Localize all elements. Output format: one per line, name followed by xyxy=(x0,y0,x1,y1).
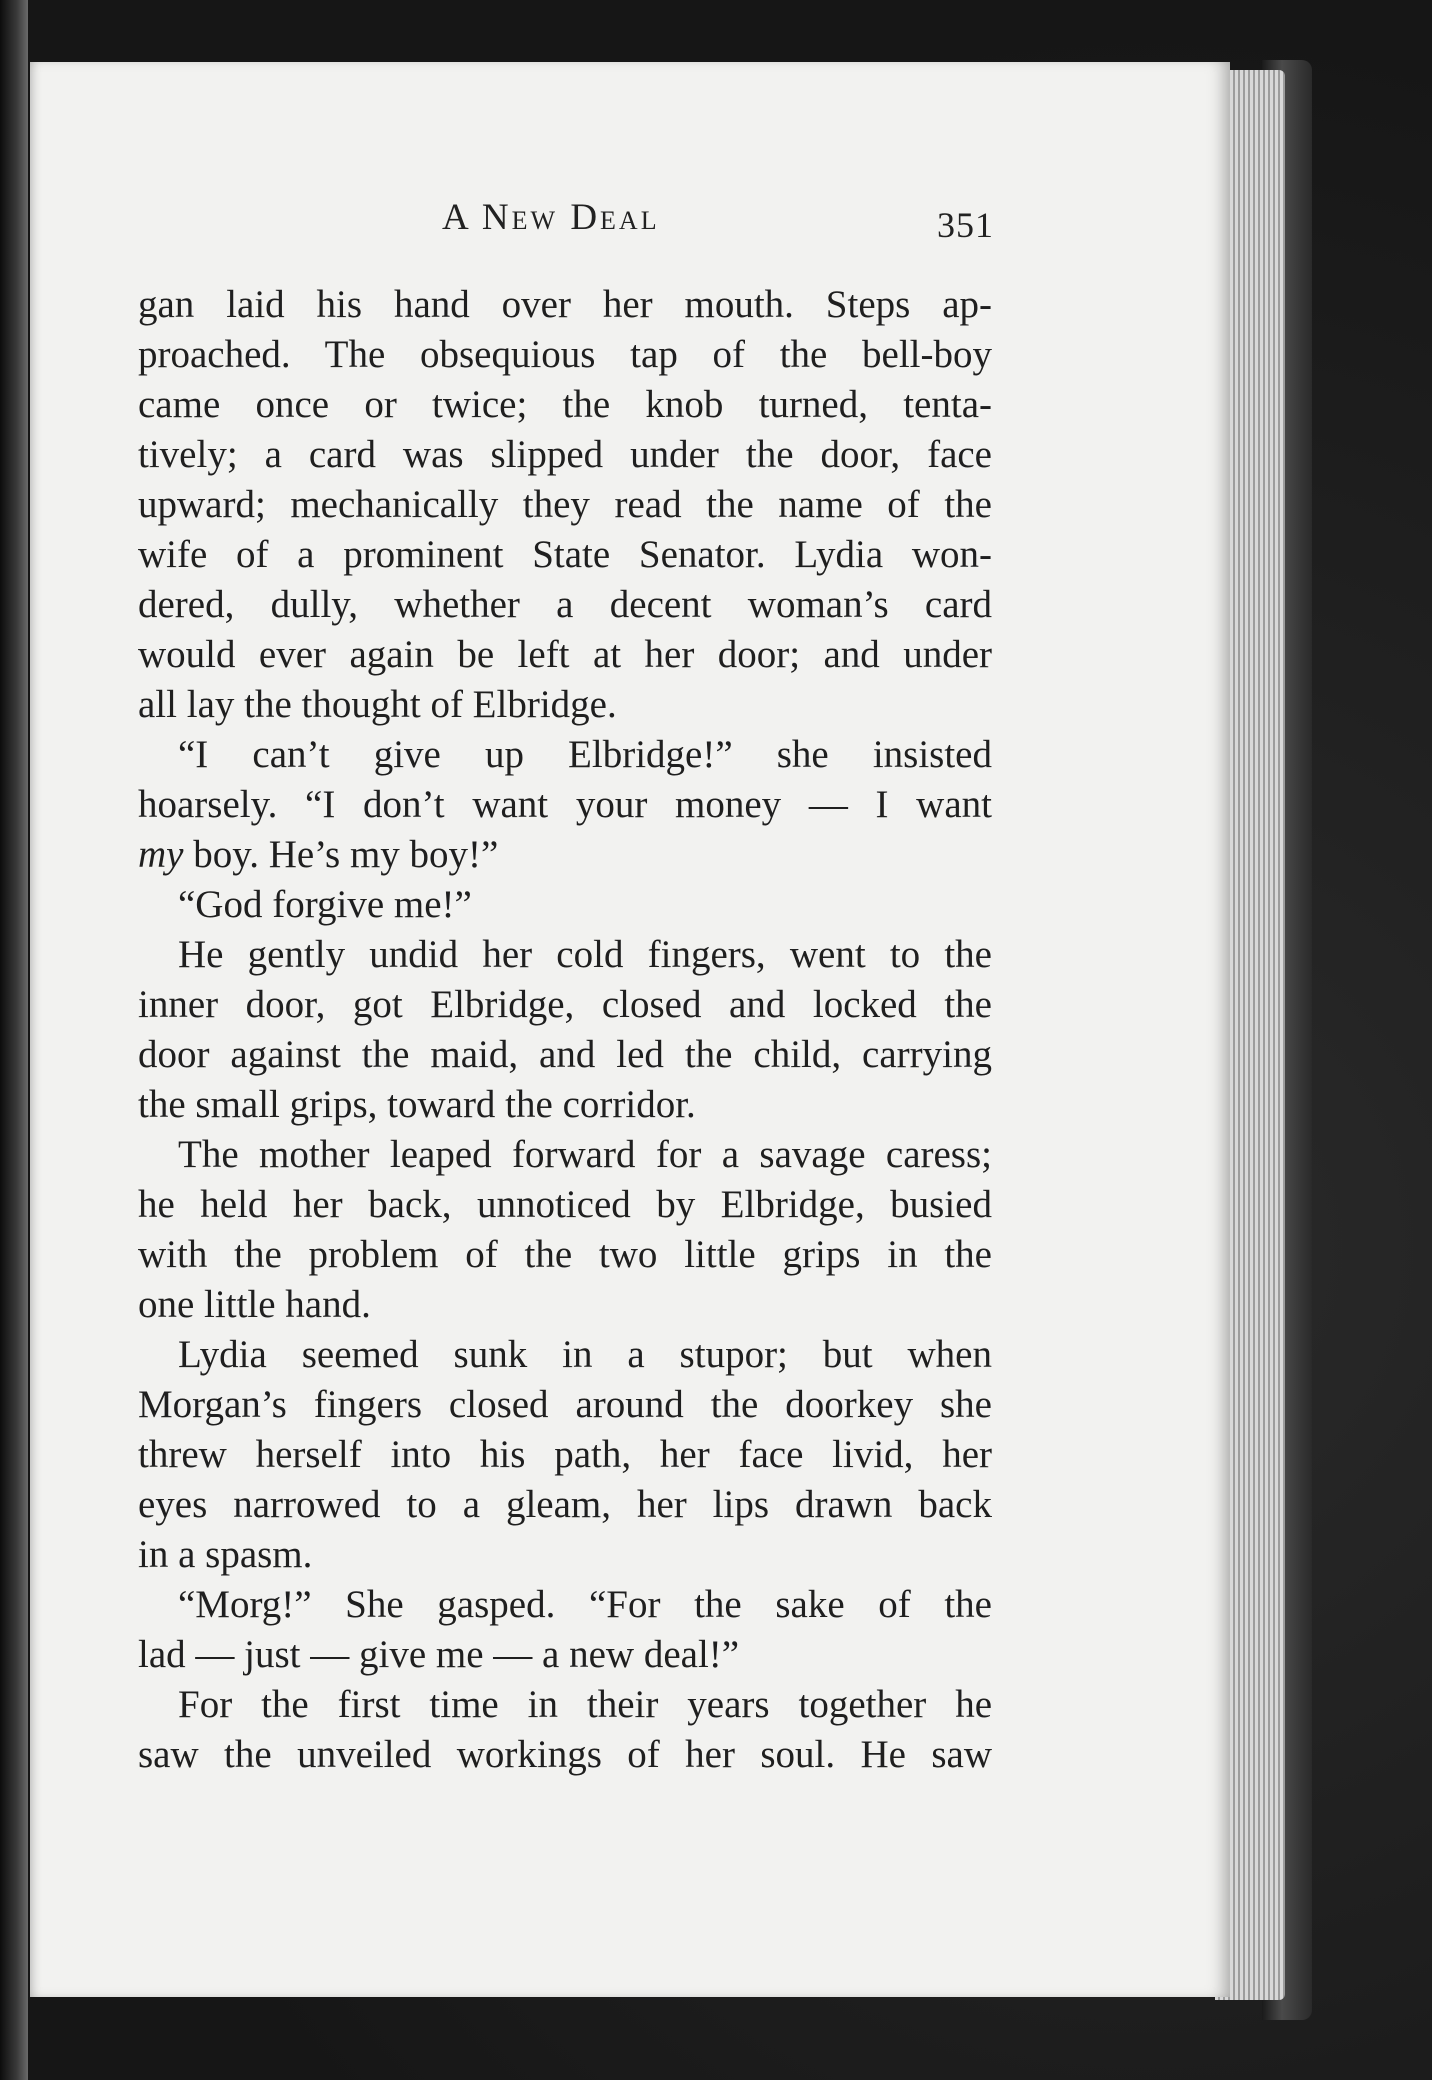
text-line: He gently undid her cold fingers, went to the xyxy=(178,933,992,976)
text-line: “I can’t give up Elbridge!” she insisted xyxy=(178,733,992,776)
text-line: dered, dully, whether a decent woman’s card xyxy=(138,583,992,626)
text-line: the small grips, toward the corridor. xyxy=(138,1083,696,1126)
chapter-title: A New Deal xyxy=(442,197,660,238)
text-line: inner door, got Elbridge, closed and locked the xyxy=(138,983,992,1026)
text-line: hoarsely. “I don’t want your money — I want xyxy=(138,783,992,826)
text-line: saw the unveiled workings of her soul. He saw xyxy=(138,1733,992,1776)
paragraph xyxy=(138,930,992,980)
paragraph xyxy=(138,1330,992,1380)
text-line: came once or twice; the knob turned, tenta- xyxy=(138,383,992,426)
paragraph-continuation xyxy=(138,980,992,1130)
running-head xyxy=(412,196,1012,256)
text-line: gan laid his hand over her mouth. Steps ap- xyxy=(138,283,992,326)
text-line: wife of a prominent State Senator. Lydia won- xyxy=(138,533,992,576)
text-line-with-emphasis: my boy. He’s my boy!” xyxy=(138,833,499,876)
text-line: “Morg!” She gasped. “For the sake of the xyxy=(178,1583,992,1626)
text-line: door against the maid, and led the child, carrying xyxy=(138,1033,992,1076)
text-line: tively; a card was slipped under the door, face xyxy=(138,433,992,476)
text-line: threw herself into his path, her face livid, her xyxy=(138,1433,992,1476)
paragraph xyxy=(138,730,992,780)
text-line: with the problem of the two little grips in the xyxy=(138,1233,992,1276)
paragraph xyxy=(138,1680,992,1730)
text-line: proached. The obsequious tap of the bell-boy xyxy=(138,333,992,376)
text-line: upward; mechanically they read the name of the xyxy=(138,483,992,526)
text-line: would ever again be left at her door; and under xyxy=(138,633,992,676)
text-line: Morgan’s fingers closed around the doorkey she xyxy=(138,1383,992,1426)
paragraph-continuation xyxy=(138,1630,992,1680)
text-line: lad — just — give me — a new deal!” xyxy=(138,1633,740,1676)
text-line: eyes narrowed to a gleam, her lips drawn back xyxy=(138,1483,992,1526)
paragraph-continuation xyxy=(138,780,992,880)
paragraph xyxy=(138,280,992,730)
paragraph xyxy=(138,880,992,930)
text-line: he held her back, unnoticed by Elbridge, busied xyxy=(138,1183,992,1226)
emphasis-word: my xyxy=(138,833,184,876)
paragraph-continuation xyxy=(138,1730,992,1780)
page-number: 351 xyxy=(937,205,994,245)
text-line: in a spasm. xyxy=(138,1533,313,1576)
body-text xyxy=(138,280,992,1780)
paragraph xyxy=(138,1580,992,1630)
text-line: For the first time in their years together he xyxy=(178,1683,992,1726)
text-line: all lay the thought of Elbridge. xyxy=(138,683,617,726)
paragraph xyxy=(138,1130,992,1180)
paragraph-continuation xyxy=(138,1180,992,1330)
text-line: The mother leaped forward for a savage caress; xyxy=(178,1133,992,1176)
paragraph-continuation xyxy=(138,1380,992,1580)
text-line: Lydia seemed sunk in a stupor; but when xyxy=(178,1333,992,1376)
text-line: one little hand. xyxy=(138,1283,371,1326)
text-line: “God forgive me!” xyxy=(178,883,472,926)
facing-page-edge xyxy=(0,0,28,2080)
